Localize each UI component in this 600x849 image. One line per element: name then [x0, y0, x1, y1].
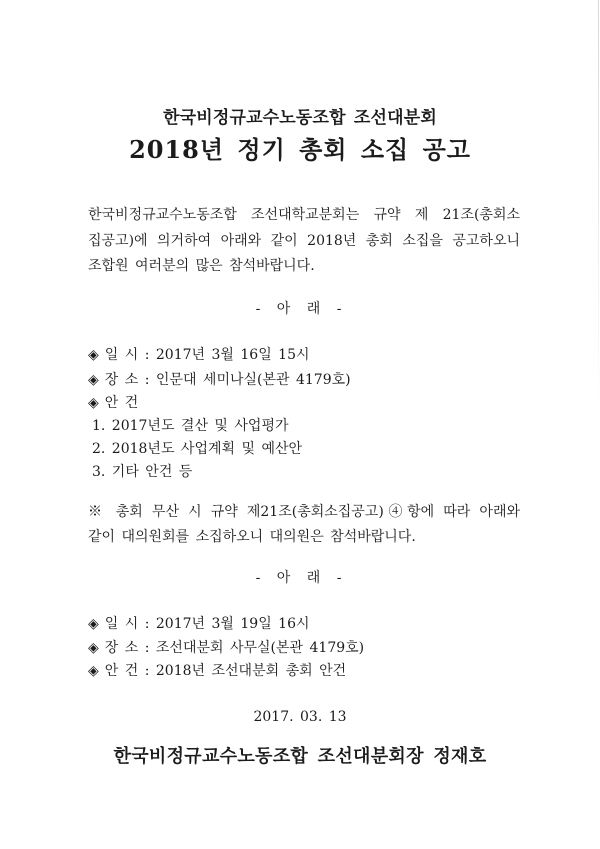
notice-line: 같이 대의원회를 소집하오니 대의원은 참석바랍니다. [88, 529, 416, 545]
agenda-entry: 2. 2018년도 사업계획 및 예산안 [92, 441, 303, 457]
item-text: 일 시 : 2017년 3월 19일 16시 [104, 616, 310, 632]
meeting-place-item [88, 370, 351, 390]
delegate-place-item [88, 638, 364, 658]
section-heading: - 아 래 - [255, 301, 345, 317]
diamond-bullet-icon: ◈ [88, 347, 99, 363]
scan-edge [598, 0, 599, 420]
section-heading: - 아 래 - [255, 570, 345, 586]
agenda-entry: 1. 2017년도 결산 및 사업평가 [92, 418, 289, 434]
item-text: 안 건 : 2018년 조선대분회 총회 안건 [104, 663, 347, 679]
meeting-datetime-item [88, 345, 310, 365]
item-text: 장 소 : 인문대 세미나실(본관 4179호) [104, 372, 351, 388]
diamond-bullet-icon: ◈ [88, 640, 99, 656]
intro-line: 집공고)에 의거하여 아래와 같이 2018년 총회 소집을 공고하오니 [88, 233, 520, 249]
meeting-agenda-item [88, 393, 138, 413]
diamond-bullet-icon: ◈ [88, 616, 99, 632]
diamond-bullet-icon: ◈ [88, 395, 99, 411]
delegate-datetime-item [88, 614, 310, 634]
document-title: 2018년 정기 총회 소집 공고 [129, 135, 471, 164]
diamond-bullet-icon: ◈ [88, 663, 99, 679]
item-text: 장 소 : 조선대분회 사무실(본관 4179호) [104, 640, 365, 656]
signature: 한국비정규교수노동조합 조선대분회장 정재호 [113, 746, 487, 767]
organization-title: 한국비정규교수노동조합 조선대분회 [162, 108, 438, 128]
item-text: 일 시 : 2017년 3월 16일 15시 [104, 347, 310, 363]
diamond-bullet-icon: ◈ [88, 372, 99, 388]
intro-line: 한국비정규교수노동조합 조선대학교분회는 규약 제 21조(총회소 [88, 207, 520, 223]
item-text: 안 건 [104, 395, 139, 411]
intro-line: 조합원 여러분의 많은 참석바랍니다. [88, 258, 315, 274]
agenda-entry: 3. 기타 안건 등 [92, 464, 193, 480]
document-date: 2017. 03. 13 [253, 709, 347, 725]
delegate-agenda-item [88, 661, 346, 681]
notice-line: ※ 총회 무산 시 규약 제21조(총회소집공고)④항에 따라 아래와 [88, 504, 520, 520]
